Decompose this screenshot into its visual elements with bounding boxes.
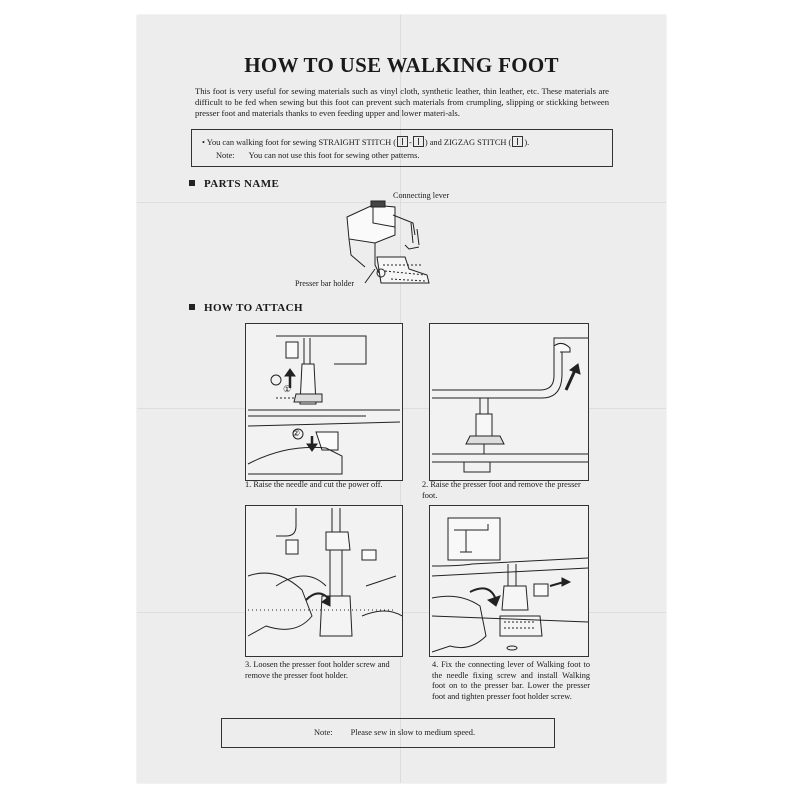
step-2-illustration: [429, 323, 589, 481]
step-3-illustration: [245, 505, 403, 657]
section-parts-name: [189, 178, 279, 190]
stitch-usage-text-3: ).: [524, 138, 530, 147]
step-number: 3.: [245, 660, 252, 669]
step-number: 1.: [245, 480, 252, 489]
instruction-sheet: [137, 15, 666, 783]
zigzag-stitch-icon: [512, 136, 523, 147]
step-text: Loosen the presser foot holder screw and remove the presser foot holder.: [245, 660, 390, 680]
step-1-caption: [245, 480, 405, 491]
step-4-caption: [432, 660, 590, 702]
step-2-caption: [422, 480, 587, 501]
pattern-note-line: [216, 151, 419, 160]
step-text: Raise the presser foot and remove the presser foot.: [422, 480, 581, 500]
page-title: HOW TO USE WALKING FOOT: [244, 53, 559, 77]
bullet: •: [202, 138, 205, 147]
stitch-usage-text-2: ) and ZIGZAG STITCH (: [424, 138, 512, 147]
step-marker-2: ②: [292, 428, 301, 438]
step-3-caption: [245, 660, 403, 681]
note-label: Note:: [216, 151, 235, 160]
stitch-note-box: [191, 129, 613, 167]
straight-stitch-center-icon: [413, 136, 424, 147]
stitch-usage-text: You can walking foot for sewing STRAIGHT STITCH (: [206, 138, 397, 147]
note-text: Please sew in slow to medium speed.: [350, 728, 476, 737]
section-how-to-attach: [189, 302, 303, 314]
step-4-illustration: [429, 505, 589, 657]
bottom-note-box: [221, 718, 555, 748]
note-label: Note:: [314, 728, 333, 737]
separator: -: [409, 138, 412, 147]
step-marker-1: ①: [283, 384, 292, 394]
connecting-lever-label: Connecting lever: [393, 191, 450, 200]
presser-bar-holder-label: Presser bar holder: [295, 279, 355, 288]
bullet-square-icon: [189, 180, 195, 186]
step-text: Fix the connecting lever of Walking foot to the needle fixing screw and install Walking foot on to the presser bar. Lower the presser foot and tighten presser foot holder screw.: [432, 660, 590, 701]
step-number: 2.: [422, 480, 429, 489]
stitch-usage-line: [202, 136, 529, 147]
note-text: You can not use this foot for sewing other patterns.: [248, 151, 420, 160]
step-1-illustration: [245, 323, 403, 481]
intro-paragraph: This foot is very useful for sewing materials such as vinyl cloth, synthetic leather, thin leather, etc. These materials are difficult to be fed when sewing but this foot can prevent such materials from crumpling, slipping or stickking between presser foot and materials thanks to even feeding upper and lower materi-als.: [195, 86, 609, 118]
section-title: PARTS NAME: [204, 178, 280, 190]
speed-note: [314, 728, 475, 737]
step-number: 4.: [432, 660, 439, 669]
bullet-square-icon: [189, 304, 195, 310]
section-title: HOW TO ATTACH: [204, 302, 303, 314]
straight-stitch-left-icon: [397, 136, 408, 147]
step-text: Raise the needle and cut the power off.: [253, 480, 383, 489]
